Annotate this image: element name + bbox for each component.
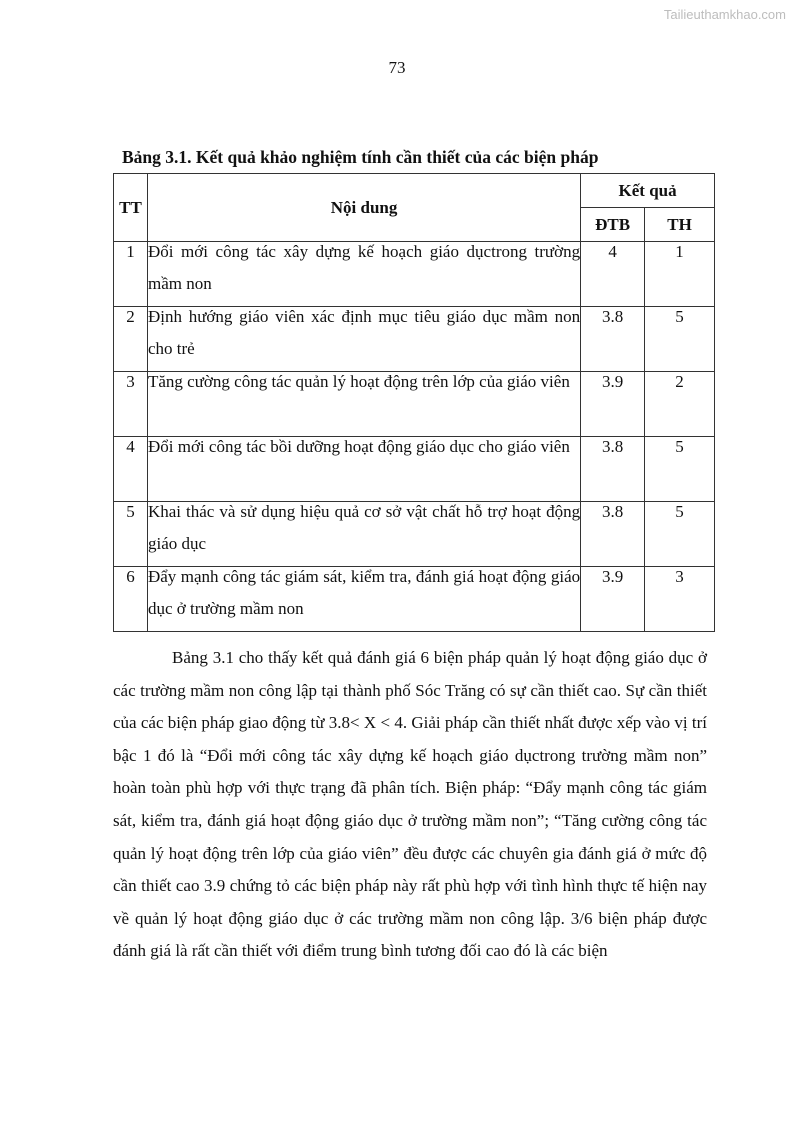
row-tt: 3 bbox=[114, 372, 148, 437]
row-tt: 1 bbox=[114, 242, 148, 307]
row-dtb: 4 bbox=[581, 242, 645, 307]
table-header-row bbox=[114, 174, 715, 208]
row-content-text: Định hướng giáo viên xác định mục tiêu giáo dục mầm non cho trẻ bbox=[147, 307, 581, 358]
row-dtb: 3.9 bbox=[581, 567, 645, 632]
row-content bbox=[147, 437, 580, 502]
header-result: Kết quả bbox=[581, 174, 715, 208]
row-dtb: 3.8 bbox=[581, 307, 645, 372]
row-content bbox=[147, 372, 580, 437]
table-row bbox=[114, 502, 715, 567]
table-row bbox=[114, 437, 715, 502]
table-row bbox=[114, 242, 715, 307]
header-dtb: ĐTB bbox=[581, 208, 645, 242]
watermark: Tailieuthamkhao.com bbox=[663, 7, 786, 22]
header-tt: TT bbox=[114, 174, 148, 242]
table-title: Bảng 3.1. Kết quả khảo nghiệm tính cần thiết của các biện pháp bbox=[122, 147, 599, 167]
row-content-text: Đẩy mạnh công tác giám sát, kiểm tra, đánh giá hoạt động giáo dục ở trường mầm non bbox=[147, 567, 581, 618]
row-tt: 2 bbox=[114, 307, 148, 372]
row-content-text: Đổi mới công tác bồi dưỡng hoạt động giáo dục cho giáo viên bbox=[147, 437, 570, 456]
table-row bbox=[114, 307, 715, 372]
results-table bbox=[113, 173, 715, 632]
body-paragraph: Bảng 3.1 cho thấy kết quả đánh giá 6 biện pháp quản lý hoạt động giáo dục ở các trường mầm non công lập tại thành phố Sóc Trăng có sự cần thiết cao. Sự cần thiết của các biện pháp giao động từ 3.8< X < 4. Giải pháp cần thiết nhất được xếp vào vị trí bậc 1 đó là “Đổi mới công tác xây dựng kế hoạch giáo dụctrong trường mầm non” hoàn toàn phù hợp với thực trạng đã phân tích. Biện pháp: “Đẩy mạnh công tác giám sát, kiểm tra, đánh giá hoạt động giáo dục ở trường mầm non”; “Tăng cường công tác quản lý hoạt động trên lớp của giáo viên” đều được các chuyên gia đánh giá ở mức độ cần thiết cao 3.9 chứng tỏ các biện pháp này rất phù hợp với tình hình thực tế hiện nay về quản lý hoạt động giáo dục ở các trường mầm non công lập. 3/6 biện pháp được đánh giá là rất cần thiết với điểm trung bình tương đối cao đó là các biện bbox=[113, 648, 707, 961]
row-dtb: 3.8 bbox=[581, 437, 645, 502]
header-content: Nội dung bbox=[147, 174, 580, 242]
row-content bbox=[147, 502, 580, 567]
header-th: TH bbox=[645, 208, 715, 242]
row-th: 5 bbox=[645, 307, 715, 372]
row-content bbox=[147, 242, 580, 307]
row-tt: 6 bbox=[114, 567, 148, 632]
row-content bbox=[147, 567, 580, 632]
row-th: 2 bbox=[645, 372, 715, 437]
row-th: 1 bbox=[645, 242, 715, 307]
row-tt: 4 bbox=[114, 437, 148, 502]
table-row bbox=[114, 372, 715, 437]
row-th: 3 bbox=[645, 567, 715, 632]
page-number: 73 bbox=[388, 58, 406, 77]
row-dtb: 3.8 bbox=[581, 502, 645, 567]
row-content-text: Đổi mới công tác xây dựng kế hoạch giáo dụctrong trường mầm non bbox=[147, 242, 581, 293]
row-dtb: 3.9 bbox=[581, 372, 645, 437]
row-content-text: Khai thác và sử dụng hiệu quả cơ sở vật chất hỗ trợ hoạt động giáo dục bbox=[147, 502, 581, 553]
table-row bbox=[114, 567, 715, 632]
row-th: 5 bbox=[645, 437, 715, 502]
row-tt: 5 bbox=[114, 502, 148, 567]
row-th: 5 bbox=[645, 502, 715, 567]
row-content-text: Tăng cường công tác quản lý hoạt động trên lớp của giáo viên bbox=[147, 372, 570, 391]
row-content bbox=[147, 307, 580, 372]
